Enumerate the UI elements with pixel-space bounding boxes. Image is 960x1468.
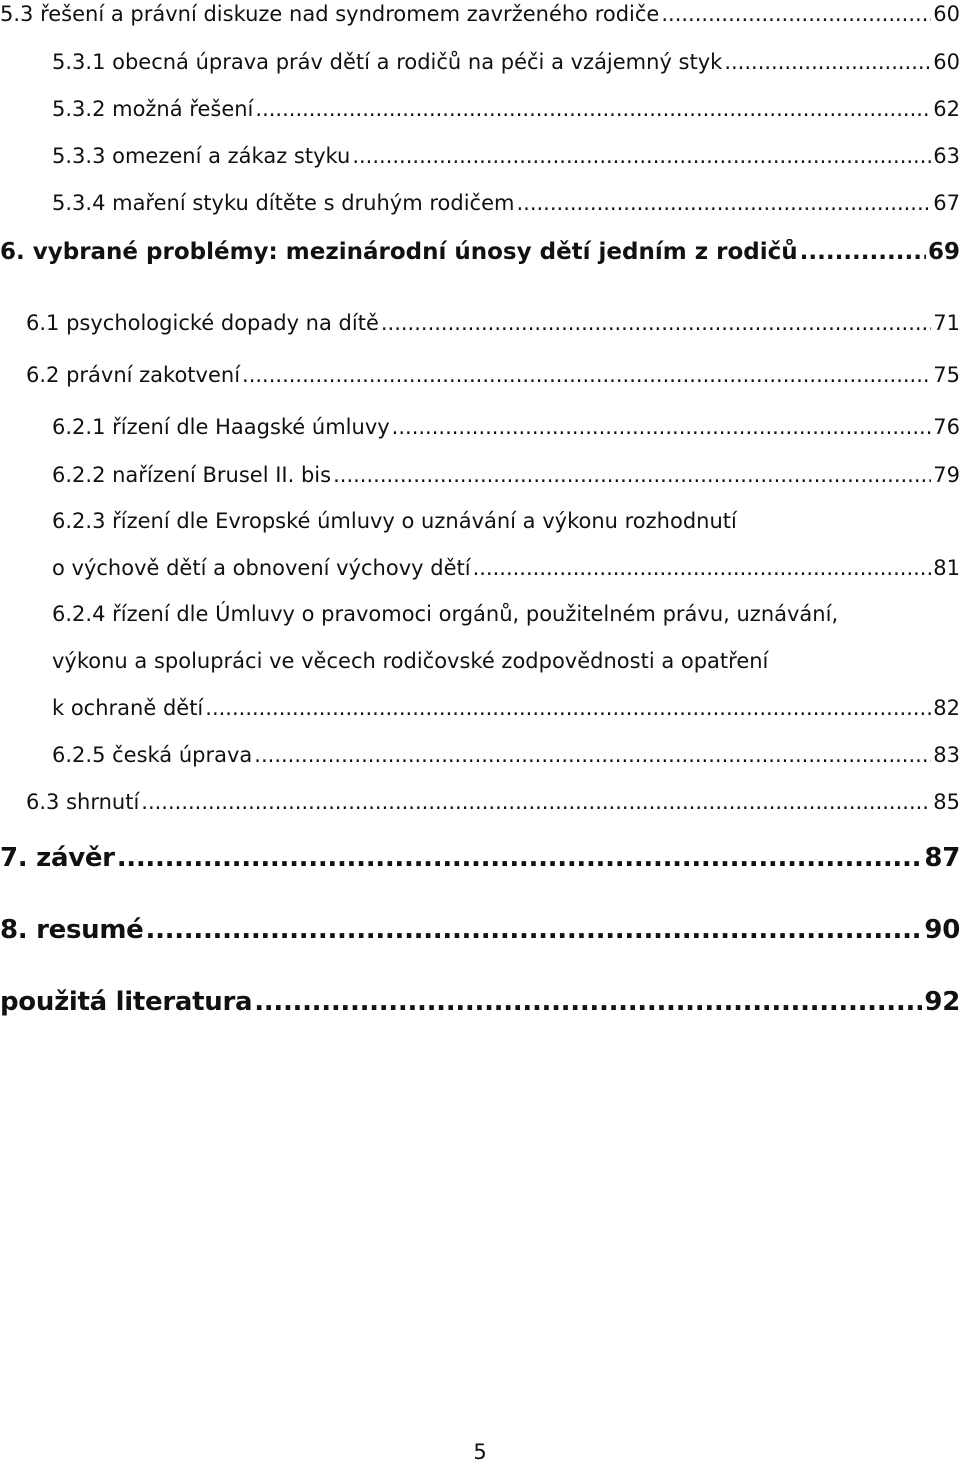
toc-main-entry[interactable] [0,987,960,1017]
toc-entry-title: 5.3.4 maření styku dítěte s druhým rodičem [52,191,515,215]
toc-entry-title: 5.3 řešení a právní diskuze nad syndromem zavrženého rodiče [0,2,660,26]
toc-dot-leader [800,239,926,265]
toc-entry-title: 5.3.3 omezení a zákaz styku [52,144,351,168]
page-number: 5 [473,1440,487,1464]
toc-entry-page: 87 [924,843,960,873]
toc-entry-title: 6. vybrané problémy: mezinárodní únosy dětí jedním z rodičů [0,239,798,265]
toc-chapter-entry[interactable] [0,239,960,265]
toc-entry[interactable] [0,2,960,26]
toc-dot-leader [381,311,931,335]
toc-entry-page: 83 [933,743,960,767]
toc-entry-page: 63 [933,144,960,168]
toc-entry-title: o výchově dětí a obnovení výchovy dětí [52,556,471,580]
toc-entry-title: 6.2.5 česká úprava [52,743,253,767]
toc-entry-page: 71 [933,311,960,335]
toc-main-entry[interactable] [0,915,960,945]
toc-entry-title: 7. závěr [0,843,115,873]
toc-entry[interactable] [26,363,960,387]
toc-main-entry[interactable] [0,843,960,873]
toc-entry[interactable] [52,696,960,720]
toc-entry-title-line[interactable]: 6.2.4 řízení dle Úmluvy o pravomoci orgánů, použitelném právu, uznávání, [52,602,839,626]
toc-dot-leader [516,191,931,215]
toc-entry[interactable] [52,415,960,439]
toc-entry[interactable] [52,556,960,580]
toc-entry-page: 75 [933,363,960,387]
toc-entry-title: 5.3.1 obecná úprava práv dětí a rodičů na péči a vzájemný styk [52,50,723,74]
toc-entry-title: 6.2.2 nařízení Brusel II. bis [52,463,332,487]
toc-dot-leader [242,363,931,387]
toc-entry-title: 5.3.2 možná řešení [52,97,254,121]
toc-entry[interactable] [52,50,960,74]
toc-entry-title: použitá literatura [0,987,253,1017]
toc-dot-leader [473,556,932,580]
toc-dot-leader [352,144,931,168]
toc-entry-title-line[interactable]: výkonu a spolupráci ve věcech rodičovské zodpovědnosti a opatření [52,649,769,673]
toc-dot-leader [661,2,931,26]
toc-entry-title: k ochraně dětí [52,696,204,720]
toc-dot-leader [254,987,922,1017]
toc-dot-leader [255,97,931,121]
toc-dot-leader [205,696,931,720]
toc-dot-leader [254,743,931,767]
toc-dot-leader [392,415,932,439]
toc-entry-title-line[interactable]: 6.2.3 řízení dle Evropské úmluvy o uznávání a výkonu rozhodnutí [52,509,737,533]
toc-entry-page: 85 [933,790,960,814]
toc-entry-page: 76 [933,415,960,439]
toc-entry-page: 82 [933,696,960,720]
toc-dot-leader [333,463,931,487]
toc-entry-page: 79 [933,463,960,487]
toc-entry-title: 8. resumé [0,915,144,945]
toc-dot-leader [724,50,931,74]
toc-dot-leader [146,915,923,945]
toc-entry[interactable] [52,743,960,767]
toc-entry-page: 92 [924,987,960,1017]
toc-entry-page: 69 [927,239,960,265]
toc-dot-leader [141,790,931,814]
toc-entry-page: 67 [933,191,960,215]
toc-entry[interactable] [26,311,960,335]
toc-entry-page: 60 [933,50,960,74]
toc-entry[interactable] [52,191,960,215]
toc-entry-page: 60 [933,2,960,26]
toc-entry[interactable] [52,97,960,121]
toc-entry-page: 81 [933,556,960,580]
toc-dot-leader [117,843,923,873]
toc-entry-title: 6.2.1 řízení dle Haagské úmluvy [52,415,390,439]
toc-entry-title: 6.3 shrnutí [26,790,140,814]
toc-entry[interactable] [26,790,960,814]
toc-entry-page: 90 [924,915,960,945]
toc-entry-page: 62 [933,97,960,121]
toc-entry[interactable] [52,144,960,168]
toc-entry-title: 6.2 právní zakotvení [26,363,241,387]
toc-entry[interactable] [52,463,960,487]
toc-entry-title: 6.1 psychologické dopady na dítě [26,311,379,335]
